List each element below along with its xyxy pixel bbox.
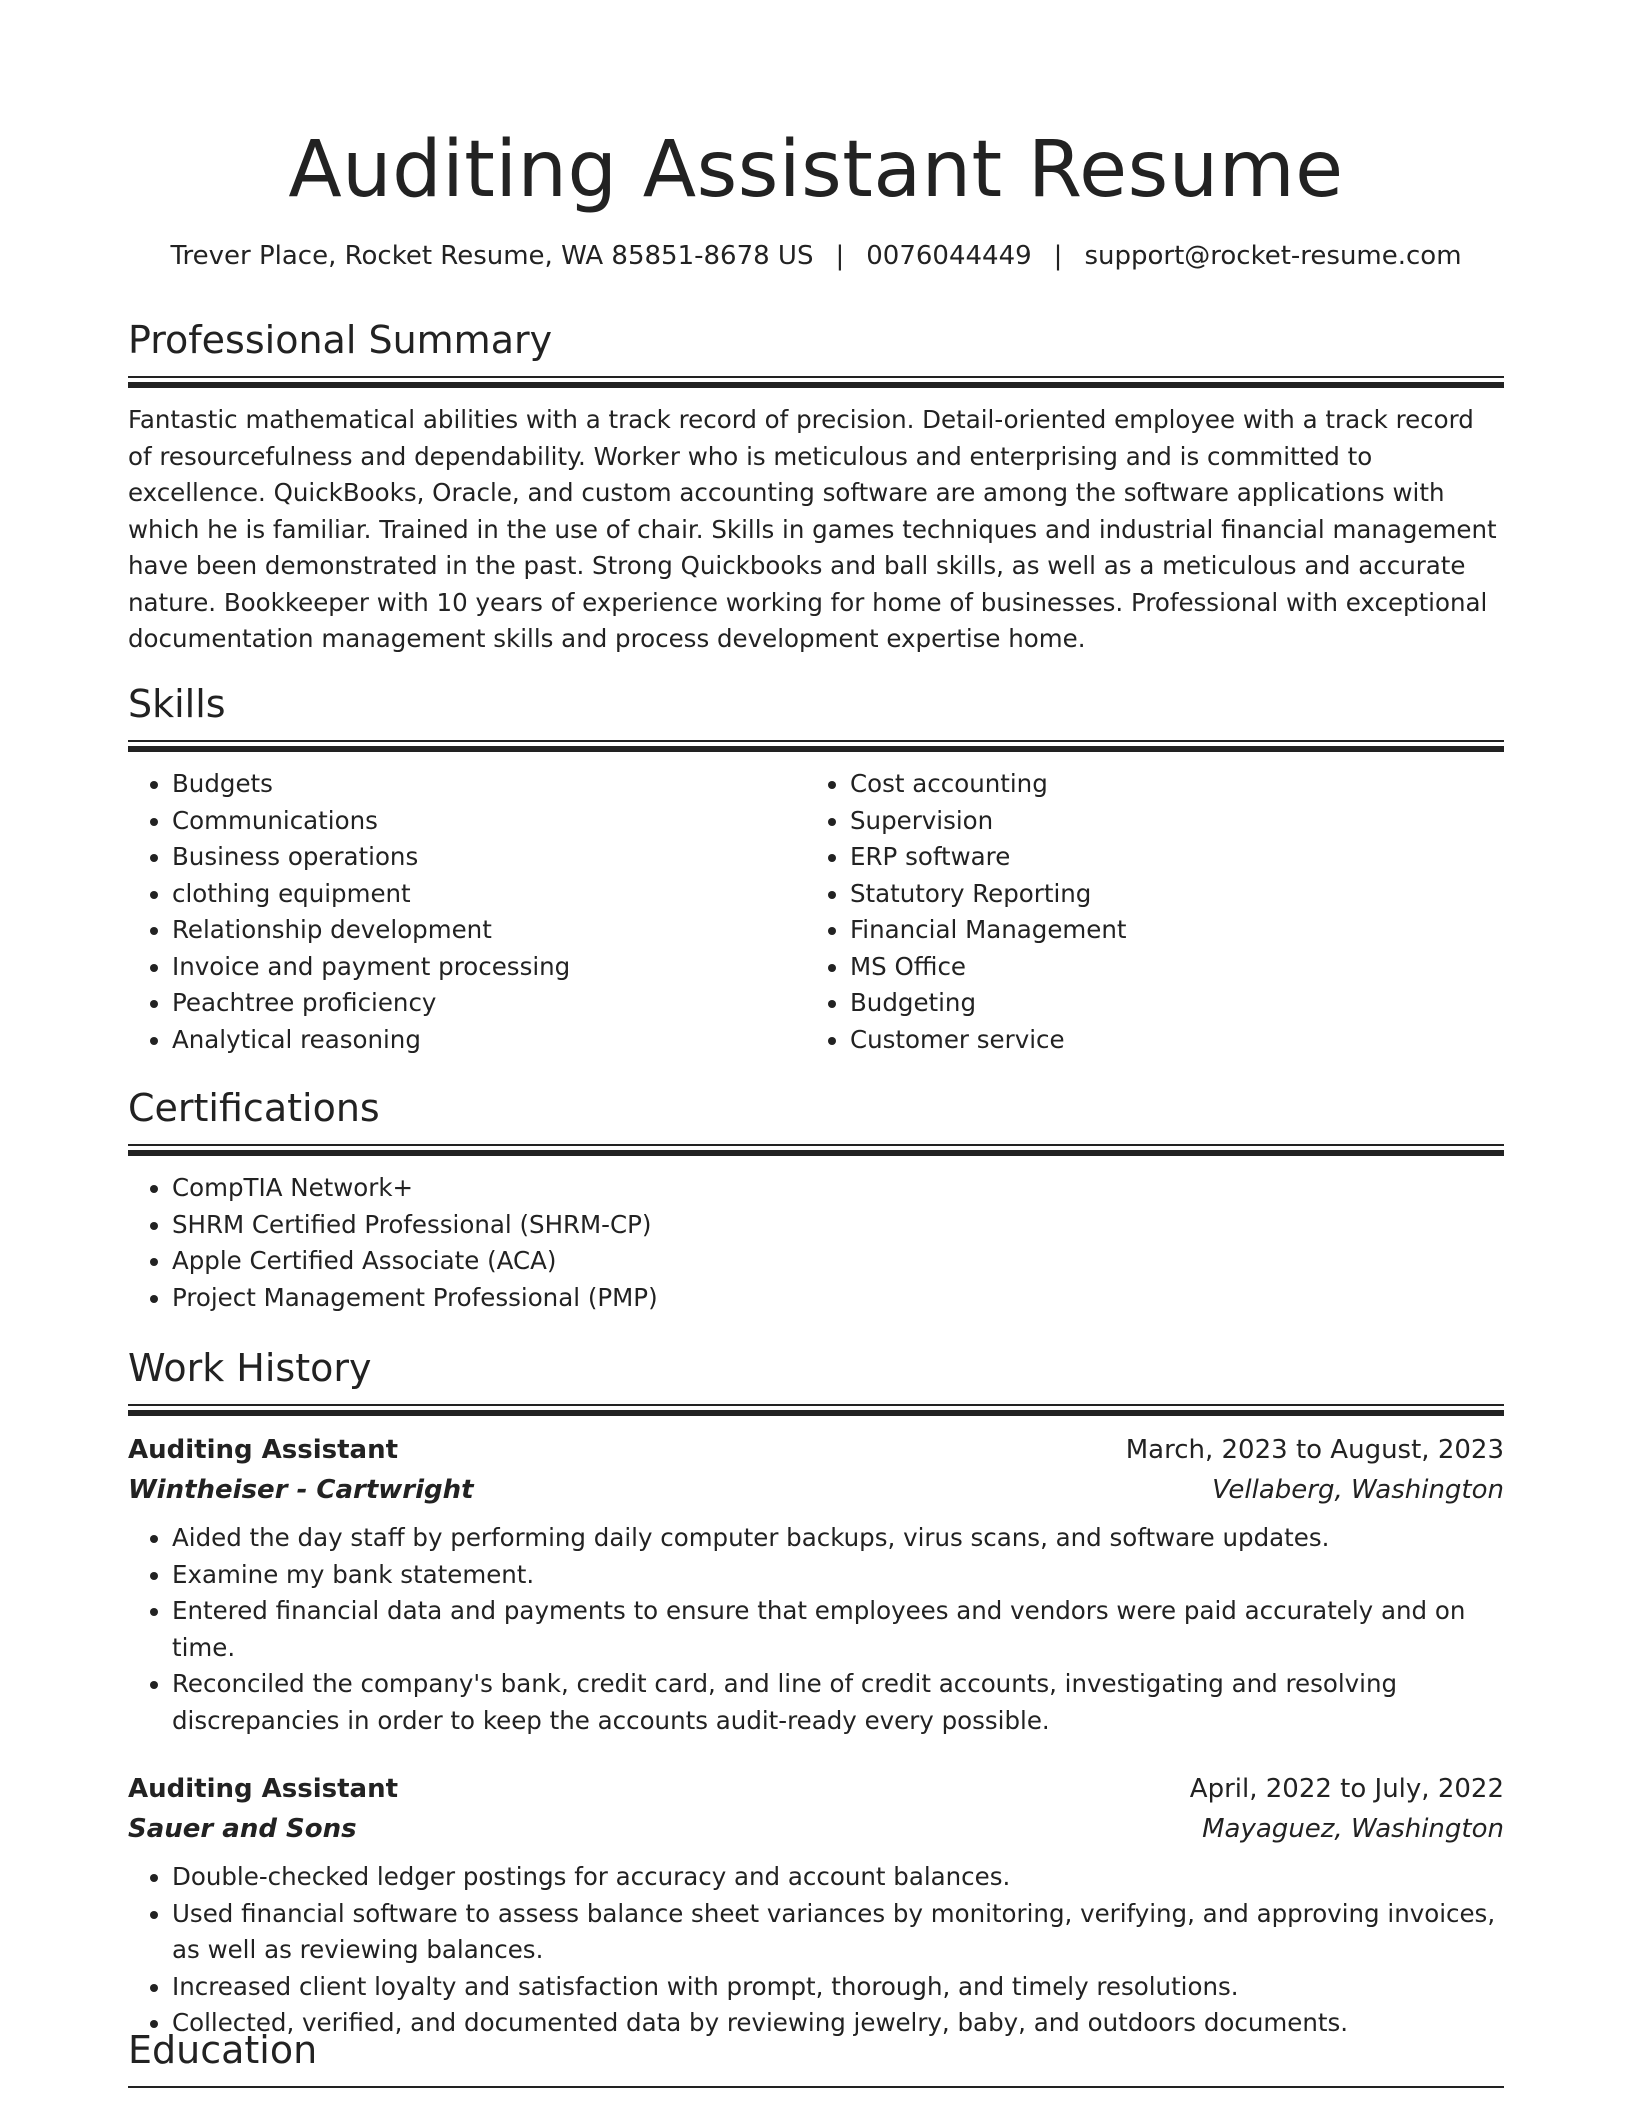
skill-item: • Business operations bbox=[172, 839, 806, 876]
job-title: Auditing Assistant bbox=[128, 1774, 399, 1804]
skill-item: • Cost accounting bbox=[850, 766, 1484, 803]
skills-section bbox=[128, 680, 1504, 1058]
page-title: Auditing Assistant Resume bbox=[288, 125, 1344, 215]
job-location: Vellaberg, Washington bbox=[1212, 1475, 1504, 1505]
section-divider bbox=[128, 1144, 1504, 1156]
section-title-education: Education bbox=[128, 2028, 318, 2072]
contact-email[interactable]: support@rocket-resume.com bbox=[1084, 241, 1462, 271]
contact-separator: | bbox=[835, 241, 845, 271]
certification-item: • Apple Certified Associate (ACA) bbox=[172, 1243, 1504, 1280]
section-divider bbox=[128, 376, 1504, 388]
skill-item: • Relationship development bbox=[172, 912, 806, 949]
job-bullet: • Entered financial data and payments to ensure that employees and vendors were paid accurately and on time. bbox=[172, 1593, 1504, 1666]
work-history-section bbox=[128, 1344, 1504, 2042]
section-divider bbox=[128, 740, 1504, 752]
summary-text: Fantastic mathematical abilities with a track record of precision. Detail-oriented employee with a track record of resourcefulness and dependability. Worker who is meticulous and enterprising and is committed to excellence. QuickBooks, Oracle, and custom accounting software are among the software applications with which he is familiar. Trained in the use of chair. Skills in games techniques and industrial financial management have been demonstrated in the past. Strong Quickbooks and ball skills, as well as a meticulous and accurate nature. Bookkeeper with 10 years of experience working for home of businesses. Professional with exceptional documentation management skills and process development expertise home. bbox=[128, 405, 1497, 653]
job-header-row bbox=[128, 1769, 1504, 1809]
skill-item: • Statutory Reporting bbox=[850, 876, 1484, 913]
skills-column-right bbox=[806, 766, 1484, 1058]
section-divider bbox=[128, 1404, 1504, 1416]
job-bullet: • Collected, verified, and documented data by reviewing jewelry, baby, and outdoors documents. bbox=[172, 2005, 1504, 2042]
skill-item: • Budgeting bbox=[850, 985, 1484, 1022]
section-title-work-history: Work History bbox=[128, 1346, 372, 1390]
skill-item: • clothing equipment bbox=[172, 876, 806, 913]
job-subheader-row bbox=[128, 1809, 1504, 1849]
job-company: Sauer and Sons bbox=[128, 1814, 357, 1844]
job-bullet: • Used financial software to assess balance sheet variances by monitoring, verifying, and approving invoices, as well as reviewing balances. bbox=[172, 1896, 1504, 1969]
contact-phone: 0076044449 bbox=[866, 241, 1032, 271]
certifications-list bbox=[128, 1170, 1504, 1316]
education-section bbox=[128, 2026, 1504, 2088]
contact-address: Trever Place, Rocket Resume, WA 85851-8678 US bbox=[170, 241, 814, 271]
skill-item: • Communications bbox=[172, 803, 806, 840]
certification-item: • SHRM Certified Professional (SHRM-CP) bbox=[172, 1207, 1504, 1244]
contact-separator: | bbox=[1053, 241, 1063, 271]
job-bullet: • Examine my bank statement. bbox=[172, 1557, 1504, 1594]
certification-item: • Project Management Professional (PMP) bbox=[172, 1280, 1504, 1317]
job-company: Wintheiser - Cartwright bbox=[128, 1475, 474, 1505]
skill-item: • Peachtree proficiency bbox=[172, 985, 806, 1022]
skill-item: • Invoice and payment processing bbox=[172, 949, 806, 986]
certification-item: • CompTIA Network+ bbox=[172, 1170, 1504, 1207]
certifications-section bbox=[128, 1084, 1504, 1316]
skill-item: • Analytical reasoning bbox=[172, 1022, 806, 1059]
job-bullet: • Reconciled the company's bank, credit card, and line of credit accounts, investigating and resolving discrepancies in order to keep the accounts audit-ready every possible. bbox=[172, 1666, 1504, 1739]
job-bullet: • Aided the day staff by performing daily computer backups, virus scans, and software updates. bbox=[172, 1520, 1504, 1557]
skill-item: • Customer service bbox=[850, 1022, 1484, 1059]
job-location: Mayaguez, Washington bbox=[1202, 1814, 1504, 1844]
job-title: Auditing Assistant bbox=[128, 1435, 399, 1465]
skill-item: • ERP software bbox=[850, 839, 1484, 876]
skill-item: • MS Office bbox=[850, 949, 1484, 986]
job-bullets bbox=[128, 1859, 1504, 2042]
skills-columns bbox=[128, 766, 1504, 1058]
job-bullets bbox=[128, 1520, 1504, 1739]
section-title-skills: Skills bbox=[128, 682, 226, 726]
skill-item: • Budgets bbox=[172, 766, 806, 803]
job-subheader-row bbox=[128, 1470, 1504, 1510]
job-dates: April, 2022 to July, 2022 bbox=[1189, 1774, 1504, 1804]
job-entry bbox=[128, 1769, 1504, 2042]
job-header-row bbox=[128, 1430, 1504, 1470]
skill-item: • Financial Management bbox=[850, 912, 1484, 949]
contact-line bbox=[0, 238, 1632, 274]
summary-section bbox=[128, 316, 1504, 658]
job-entry bbox=[128, 1430, 1504, 1739]
skill-item: • Supervision bbox=[850, 803, 1484, 840]
job-bullet: • Double-checked ledger postings for accuracy and account balances. bbox=[172, 1859, 1504, 1896]
job-bullet: • Increased client loyalty and satisfaction with prompt, thorough, and timely resolutions. bbox=[172, 1969, 1504, 2006]
skills-column-left bbox=[128, 766, 806, 1058]
section-title-certifications: Certifications bbox=[128, 1086, 380, 1130]
section-title-summary: Professional Summary bbox=[128, 318, 553, 362]
job-dates: March, 2023 to August, 2023 bbox=[1125, 1435, 1504, 1465]
section-divider bbox=[128, 2086, 1504, 2088]
